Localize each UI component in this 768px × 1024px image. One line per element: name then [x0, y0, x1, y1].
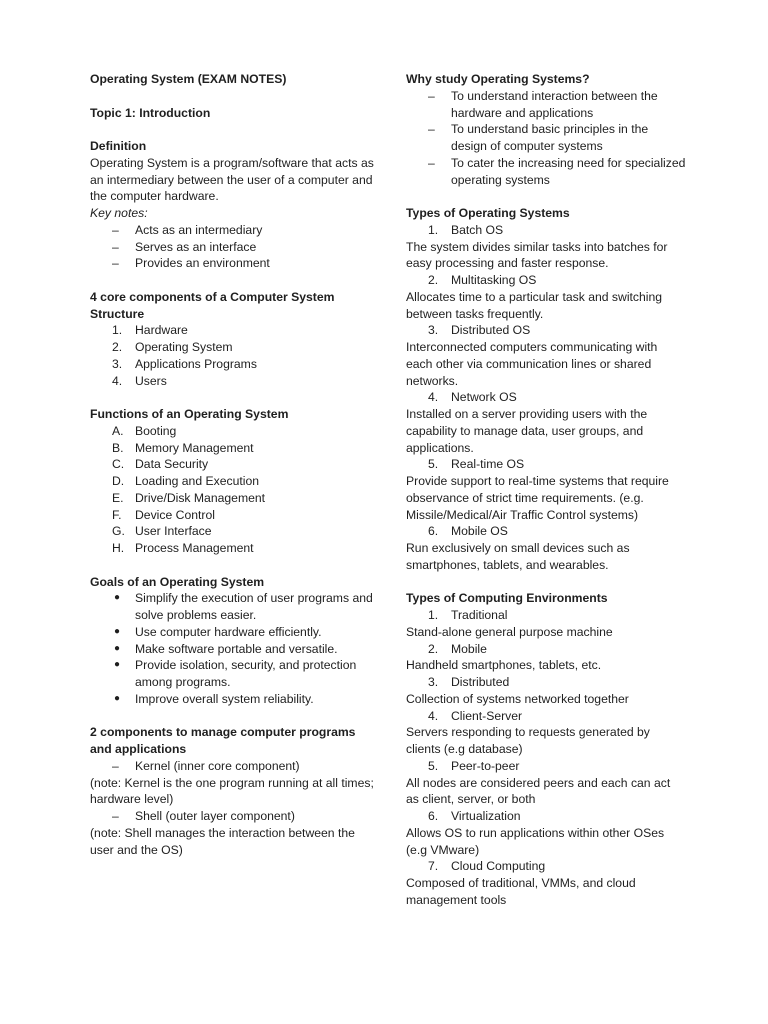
definition-heading: Definition [90, 139, 147, 153]
dash-marker: – [112, 809, 119, 823]
env-desc: Allows OS to run applications within other OSes (e.g VMware) [406, 825, 665, 857]
list-item: 2. Operating System [112, 340, 233, 354]
env-heading: Types of Computing Environments [406, 591, 608, 606]
list-item: G. User Interface [112, 524, 212, 539]
bullet-icon: ● [114, 625, 121, 637]
os-type-desc: Allocates time to a particular task and switching between tasks frequently. [406, 289, 663, 321]
list-item: – Provides an environment [90, 255, 375, 272]
os-type-name: 4. Network OS [428, 390, 517, 405]
env-list [406, 607, 686, 909]
kernel-note: (note: Kernel is the one program running at all times; hardware level) [90, 775, 374, 807]
env-desc: Collection of systems networked together [406, 691, 629, 706]
key-notes-list [90, 222, 375, 272]
list-item: A. Booting [112, 423, 177, 438]
list-item: ● Use computer hardware efficiently. [90, 624, 375, 641]
list-item: – To understand interaction between the hardware and applications [406, 88, 686, 122]
env-desc: Handheld smartphones, tablets, etc. [406, 658, 602, 673]
goals-list [90, 590, 375, 707]
list-item: C. Data Security [112, 457, 209, 472]
topic-heading: Topic 1: Introduction [90, 105, 211, 120]
os-type-name: 1. Batch OS [428, 222, 504, 237]
dash-marker: – [112, 256, 119, 271]
list-item: – To cater the increasing need for specialized operating systems [406, 155, 686, 189]
dash-marker: – [428, 122, 435, 137]
functions-list [90, 423, 375, 557]
os-type-name: 3. Distributed OS [428, 323, 531, 338]
list-item: H. Process Management [112, 541, 254, 555]
components-heading: 4 core components of a Computer System Structure [90, 289, 335, 321]
os-type-name: 2. Multitasking OS [428, 273, 537, 287]
components-list [90, 322, 375, 389]
list-item: D. Loading and Execution [112, 474, 260, 488]
list-item: – Serves as an interface [90, 239, 375, 256]
bullet-icon: ● [114, 642, 121, 654]
list-item: ● Make software portable and versatile. [90, 641, 375, 658]
shell-note: (note: Shell manages the interaction between the user and the OS) [90, 825, 355, 857]
document-title: Operating System (EXAM NOTES) [90, 72, 287, 86]
list-item: E. Drive/Disk Management [112, 490, 266, 505]
env-name: 6. Virtualization [428, 809, 521, 823]
list-item: B. Memory Management [112, 440, 254, 455]
os-type-desc: The system divides similar tasks into batches for easy processing and faster response. [406, 239, 668, 271]
list-item: ● Simplify the execution of user programs and solve problems easier. [90, 590, 375, 624]
list-item: 3. Applications Programs [112, 356, 257, 371]
why-list [406, 88, 686, 189]
list-item: – Shell (outer layer component) [90, 808, 375, 825]
env-name: 3. Distributed [428, 675, 510, 689]
os-type-name: 6. Mobile OS [428, 524, 508, 539]
dash-marker: – [428, 155, 435, 170]
os-type-desc: Provide support to real-time systems that require observance of strict time requirements. (e.g. Missile/Medical/Air Traffic Control systems) [406, 474, 669, 522]
list-item: ● Improve overall system reliability. [90, 691, 375, 708]
why-heading: Why study Operating Systems? [406, 72, 590, 86]
list-item: – Acts as an intermediary [90, 222, 375, 239]
env-name: 4. Client-Server [428, 708, 523, 723]
os-type-desc: Installed on a server providing users with the capability to manage data, user groups, and applications. [406, 407, 648, 455]
os-type-desc: Run exclusively on small devices such as smartphones, tablets, and wearables. [406, 541, 630, 572]
dash-marker: – [428, 88, 435, 103]
right-column [406, 71, 686, 909]
list-item: 4. Users [112, 373, 167, 388]
os-types-heading: Types of Operating Systems [406, 206, 570, 220]
functions-heading: Functions of an Operating System [90, 407, 289, 421]
bullet-icon: ● [114, 692, 121, 704]
env-desc: Stand-alone general purpose machine [406, 624, 613, 639]
env-name: 1. Traditional [428, 608, 508, 622]
goals-heading: Goals of an Operating System [90, 574, 265, 589]
env-name: 2. Mobile [428, 641, 487, 656]
list-item: – Kernel (inner core component) [90, 758, 375, 775]
list-item: F. Device Control [112, 507, 215, 522]
dash-marker: – [112, 239, 119, 254]
os-type-name: 5. Real-time OS [428, 457, 525, 472]
manage-heading: 2 components to manage computer programs and applications [90, 725, 356, 756]
list-item: – To understand basic principles in the design of computer systems [406, 121, 686, 155]
left-column [90, 71, 375, 858]
dash-marker: – [112, 758, 119, 773]
env-desc: All nodes are considered peers and each can act as client, server, or both [406, 775, 671, 807]
bullet-icon: ● [114, 659, 121, 671]
env-desc: Servers responding to requests generated by clients (e.g database) [406, 725, 650, 756]
list-item: ● Provide isolation, security, and protection among programs. [90, 657, 375, 691]
definition-text: Operating System is a program/software that acts as an intermediary between the user of a computer and the computer hardware. [90, 155, 374, 204]
list-item: 1. Hardware [112, 323, 188, 338]
os-types-list [406, 222, 686, 574]
env-name: 5. Peer-to-peer [428, 758, 520, 773]
os-type-desc: Interconnected computers communicating with each other via communication lines or shared networks. [406, 340, 658, 388]
bullet-icon: ● [114, 592, 121, 604]
env-desc: Composed of traditional, VMMs, and cloud management tools [406, 876, 636, 907]
key-notes-label: Key notes: [90, 206, 148, 220]
dash-marker: – [112, 222, 119, 237]
env-name: 7. Cloud Computing [428, 859, 546, 874]
